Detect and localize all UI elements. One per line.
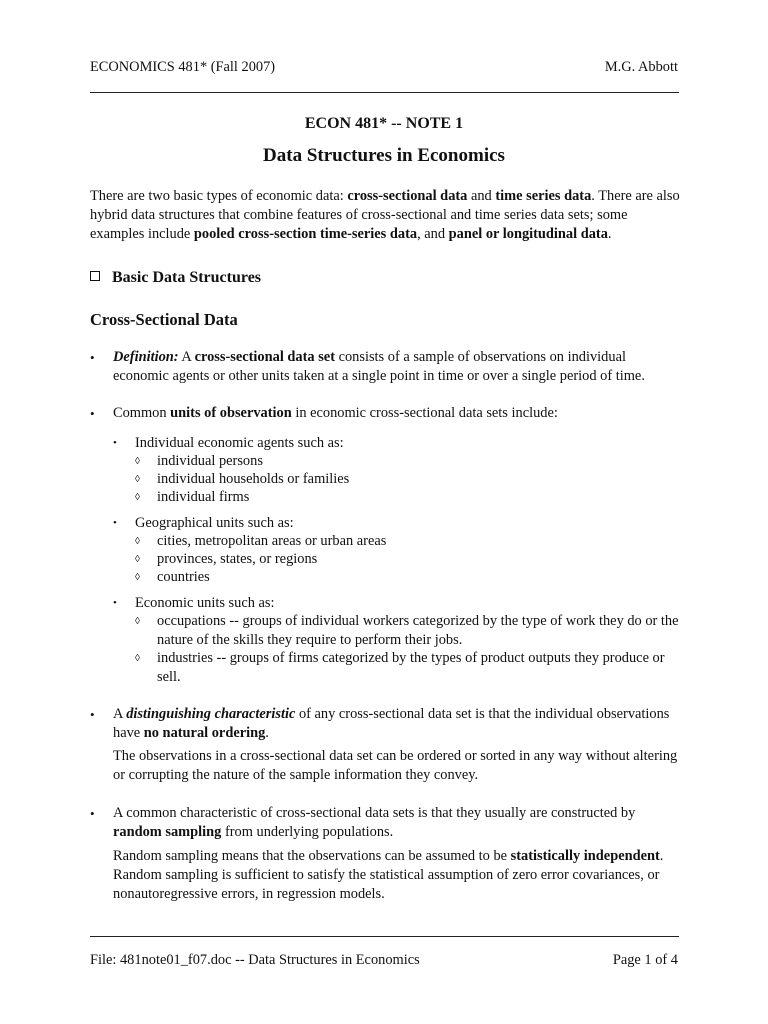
subheading: Cross-Sectional Data bbox=[90, 310, 238, 329]
page-title: Data Structures in Economics bbox=[263, 145, 505, 166]
bullet-icon: • bbox=[90, 806, 95, 821]
diamond-icon: ◊ bbox=[135, 554, 140, 565]
bullet-icon: • bbox=[90, 350, 95, 365]
footer-filename: File: 481note01_f07.doc -- Data Structures in Economics bbox=[90, 952, 420, 968]
ordering-paragraph: The observations in a cross-sectional data set can be ordered or sorted in any way without altering or corrupting the nature of the sample information they convey. bbox=[113, 748, 678, 783]
diamond-icon: ◊ bbox=[135, 492, 140, 503]
checkbox-bullet-icon bbox=[90, 271, 100, 281]
note-title: ECON 481* -- NOTE 1 bbox=[304, 115, 464, 132]
page-footer bbox=[90, 951, 678, 971]
bullet-icon: • bbox=[113, 597, 117, 609]
section-heading: Basic Data Structures bbox=[90, 268, 261, 287]
bullet-icon: • bbox=[90, 406, 95, 421]
diamond-icon: ◊ bbox=[135, 572, 140, 583]
diamond-icon: ◊ bbox=[135, 474, 140, 485]
bullet-icon: • bbox=[113, 517, 117, 529]
footer-divider bbox=[90, 936, 679, 937]
bullet-icon: • bbox=[90, 707, 95, 722]
independence-paragraph: Random sampling means that the observations can be assumed to be statistically independent. Random sampling is sufficient to satisfy the statistical assumption of zero error covariances, or nonautoregressive errors, in regression models. bbox=[113, 848, 664, 902]
diamond-icon: ◊ bbox=[135, 616, 140, 627]
diamond-icon: ◊ bbox=[135, 653, 140, 664]
diamond-icon: ◊ bbox=[135, 456, 140, 467]
bullet-icon: • bbox=[113, 437, 117, 449]
page-header bbox=[90, 58, 678, 78]
header-divider bbox=[90, 92, 679, 93]
header-course: ECONOMICS 481* (Fall 2007) bbox=[90, 59, 276, 75]
header-author: M.G. Abbott bbox=[604, 59, 678, 75]
page-number: Page 1 of 4 bbox=[612, 952, 678, 968]
intro-paragraph: There are two basic types of economic data: cross-sectional data and time series data. There are also hybrid data structures that combine features of cross-sectional and time series data sets; some examples include pooled cross-section time-series data, and panel or longitudinal data. bbox=[90, 188, 680, 242]
diamond-icon: ◊ bbox=[135, 536, 140, 547]
